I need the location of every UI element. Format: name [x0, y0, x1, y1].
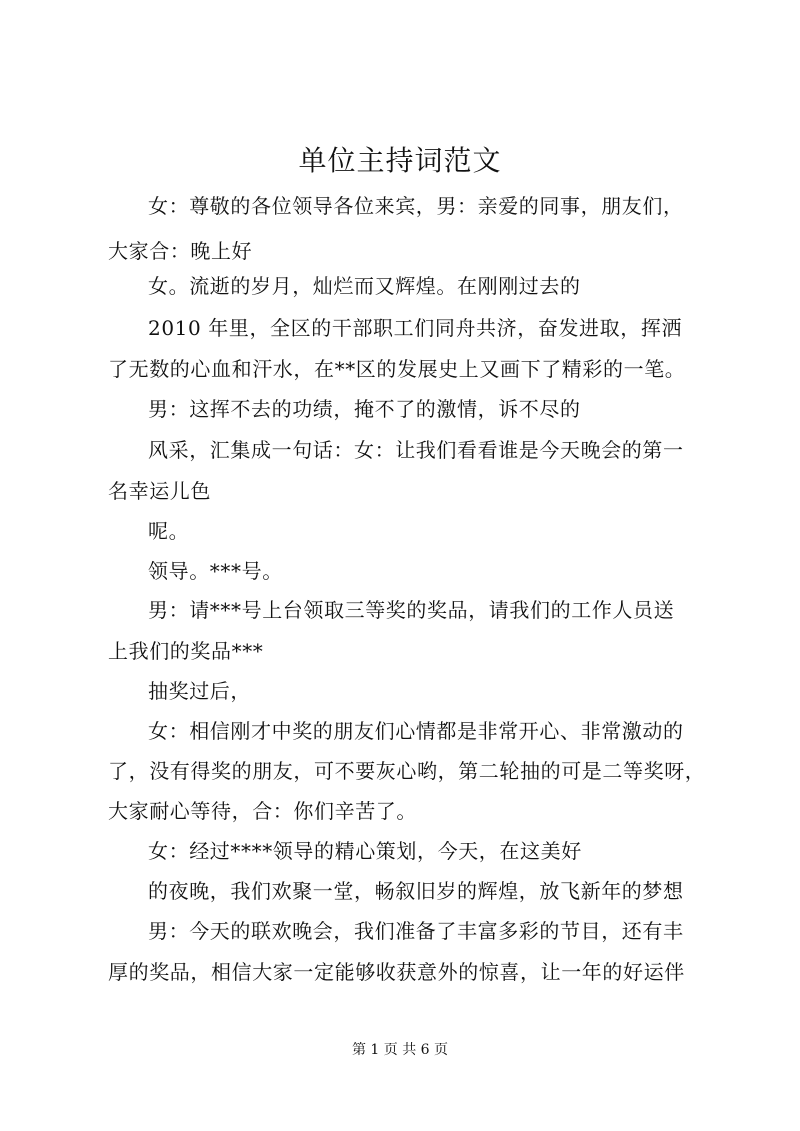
paragraph-line: 了无数的心血和汗水，在**区的发展史上又画下了精彩的一笔。 — [108, 357, 686, 381]
paragraph-line: 的夜晚，我们欢聚一堂，畅叙旧岁的辉煌，放飞新年的梦想 — [148, 879, 684, 903]
paragraph-line: 名幸运儿色 — [108, 479, 211, 503]
paragraph-line: 男：今天的联欢晚会，我们准备了丰富多彩的节目，还有丰 — [148, 919, 684, 943]
paragraph-line: 女：经过****领导的精心策划，今天，在这美好 — [148, 839, 582, 863]
paragraph-line: 大家合：晚上好 — [108, 239, 253, 263]
document-title: 单位主持词范文 — [298, 144, 502, 177]
paragraph-line: 大家耐心等待，合：你们辛苦了。 — [108, 799, 417, 823]
paragraph-line: 男：这挥不去的功绩，掩不了的激情，诉不尽的 — [148, 397, 581, 421]
paragraph-line: 2010 年里，全区的干部职工们同舟共济，奋发进取，挥洒 — [148, 316, 683, 340]
paragraph-line: 女。流逝的岁月，灿烂而又辉煌。在刚刚过去的 — [148, 274, 581, 298]
page-footer: 第 1 页 共 6 页 — [351, 1042, 449, 1058]
paragraph-line: 抽奖过后， — [148, 679, 251, 703]
paragraph-line: 了，没有得奖的朋友，可不要灰心哟，第二轮抽的可是二等奖呀， — [108, 759, 706, 783]
paragraph-line: 女：尊敬的各位领导各位来宾，男：亲爱的同事，朋友们， — [148, 194, 684, 218]
paragraph-line: 呢。 — [148, 519, 190, 543]
paragraph-line: 风采，汇集成一句话：女：让我们看看谁是今天晚会的第一 — [148, 438, 684, 462]
paragraph-line: 男：请***号上台领取三等奖的奖品，请我们的工作人员送 — [148, 598, 675, 622]
paragraph-line: 女：相信刚才中奖的朋友们心情都是非常开心、非常激动的 — [148, 719, 684, 743]
paragraph-line: 厚的奖品，相信大家一定能够收获意外的惊喜，让一年的好运伴 — [108, 960, 685, 984]
paragraph-line: 上我们的奖品*** — [108, 639, 264, 663]
paragraph-line: 领导。***号。 — [148, 559, 283, 583]
